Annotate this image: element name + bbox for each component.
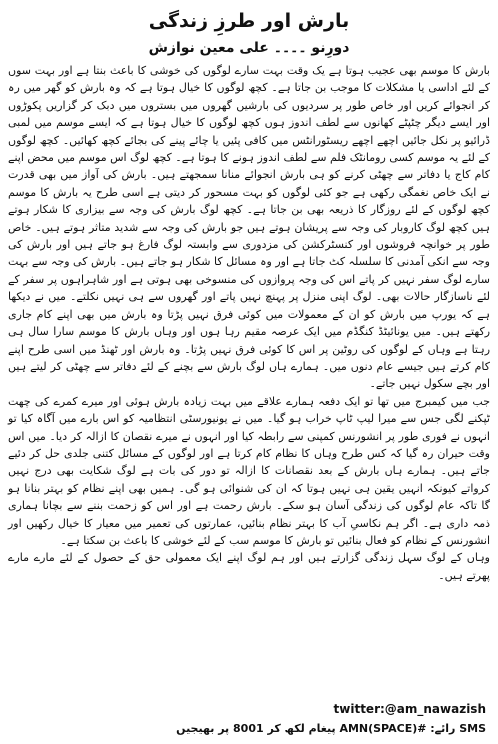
article-paragraph: بارش کا موسم بھی عجیب ہوتا ہے یک وقت بہت سارے لوگوں کی خوشی کا باعث بنتا ہے اور بہت سوں کے لئے اداسی یا مشکلات کا موجب بن جاتا ہے۔ کچھ لوگوں کا خیال ہوتا ہے کہ وہ بارش کو گھر میں رہ کر انجوائے کریں اور خاص طور پر سردیوں کی بارشیں گھروں میں بستروں میں دبک کر گزاریں پکوڑوں اور ایسے دیگر چٹپٹے کھانوں سے لطف اندوز ہوں کچھ لوگوں کا خیال ہوتا ہے کہ ایسے موسم میں لمبی ڈرائیو پر نکل جائیں اچھے اچھے ریسٹورانٹس میں کافی پئیں یا چائے پینے کی بجائے کچھ کھائیں۔ کچھ لوگوں کے لئے یہ موسم کسی رومانٹک فلم سے لطف اندوز ہونے کا ہوتا ہے۔ کچھ لوگ اس موسم میں محض اپنے کام کاج یا دفاتر سے چھٹی کرنے کو ہی بارش انجوائے منانا سمجھتے ہیں۔ بارش کی آواز میں بھی قدرت نے ایک خاص نغمگی رکھی ہے جو کئی لوگوں کو بہت مسحور کر دیتی ہے اسی طرح یہ بارش کا موسم کچھ لوگوں کے لئے روزگار کا ذریعہ بھی بن جاتا ہے۔ کچھ لوگ بارش کی وجہ سے بیزاری کا شکار ہوتے ہیں کچھ لوگ کاروبار کی وجہ سے پریشان ہوتے ہیں جو بارش کی وجہ سے شدید متاثر ہوتے ہیں۔ خاص طور پر خوانچہ فروشوں اور کنسٹرکشن کی مزدوری سے وابستہ لوگ فارغ ہو جاتے ہیں اور بارش کی وجہ سے انکی آمدنی کا سلسلہ کٹ جاتا ہے اور وہ مسائل کا شکار ہو جاتے ہیں۔ بارش کی وجہ سے بہت سارے لوگ سفر نہیں کر پاتے اس کی وجہ پروازوں کی منسوخی بھی ہوتی ہے اور شاہراہوں پر سفر کے لئے ناسازگار حالات بھی۔ لوگ اپنی منزل پر پہنچ نہیں پاتے اور گھروں سے ہی نہیں نکلتے۔ میں نے دیکھا ہے کہ یورپ میں بارش کو ان کے معمولات میں کوئی فرق نہیں پڑتا وہ بارش میں بھی اپنے کام جاری رکھتے ہیں۔ میں یونائیٹڈ کنگڈم میں ایک عرصہ مقیم رہا ہوں اور وہاں بارش کا موسم سارا سال ہی رہتا ہے وہاں کے لوگوں کی روٹین پر اس کا کوئی فرق نہیں پڑتا۔ وہ بارش اور ٹھنڈ میں اسی طرح اپنے کام کرتے ہیں جیسے عام دنوں میں۔ ہمارے ہاں لوگ بارش سے بچنے کے لئے دفاتر سے چھٹی کر لیتے ہیں اور بچے سکول نہیں جاتے۔: [8, 64, 490, 391]
article-body: [8, 62, 490, 584]
article-paragraph: وہاں کے لوگ سہل زندگی گزارتے ہیں اور ہم لوگ اپنے ایک معمولی حق کے حصول کے لئے مارے مارے پھرتے ہیں۔: [8, 551, 490, 582]
sms-feedback-line: SMS رائے: #AMN(SPACE) پیغام لکھ کر 8001 پر بھیجیں: [176, 722, 486, 735]
article-paragraph: جب میں کیمبرج میں تھا تو ایک دفعہ ہمارے علاقے میں بہت زیادہ بارش ہوئی اور میرے کمرے کی چھت ٹپکنے لگی جس سے میرا لیپ ٹاپ خراب ہو گیا۔ میں نے یونیورسٹی انتظامیہ کو اس بارے میں آگاہ کیا تو انہوں نے فوری طور پر انشورنس کمپنی سے رابطہ کیا اور انہوں نے میرے نقصان کا ازالہ کر دیا۔ میں اس وقت حیران رہ گیا کہ کس طرح وہاں کا نظام کام کرتا ہے اور لوگوں کے مسائل کتنی جلدی حل کر دئیے جاتے ہیں۔ ہمارے ہاں بارش کے بعد نقصانات کا ازالہ تو دور کی بات ہے لوگ شکایت بھی درج نہیں کرواتے کیونکہ انہیں یقین ہی نہیں ہوتا کہ ان کی شنوائی ہو گی۔ ہمیں بھی اپنے نظام کو بہتر بنانا ہو گا تاکہ عام لوگوں کی زندگی آسان ہو سکے۔ بارش رحمت ہے اور اس کو زحمت بننے سے بچانا ہماری ذمہ داری ہے۔ اگر ہم نکاسیِ آب کا بہتر نظام بنائیں، عمارتوں کی تعمیر میں معیار کا خیال رکھیں اور انشورنس کے نظام کو فعال بنائیں تو بارش کا موسم سب کے لئے خوشی کا باعث بن سکتا ہے۔: [8, 394, 490, 547]
article-byline: دورِنو ۔۔۔۔ علی معین نوازش: [148, 40, 350, 56]
article-title: بارش اور طرزِ زندگی: [148, 10, 350, 32]
twitter-handle: twitter:@am_nawazish: [333, 702, 486, 716]
